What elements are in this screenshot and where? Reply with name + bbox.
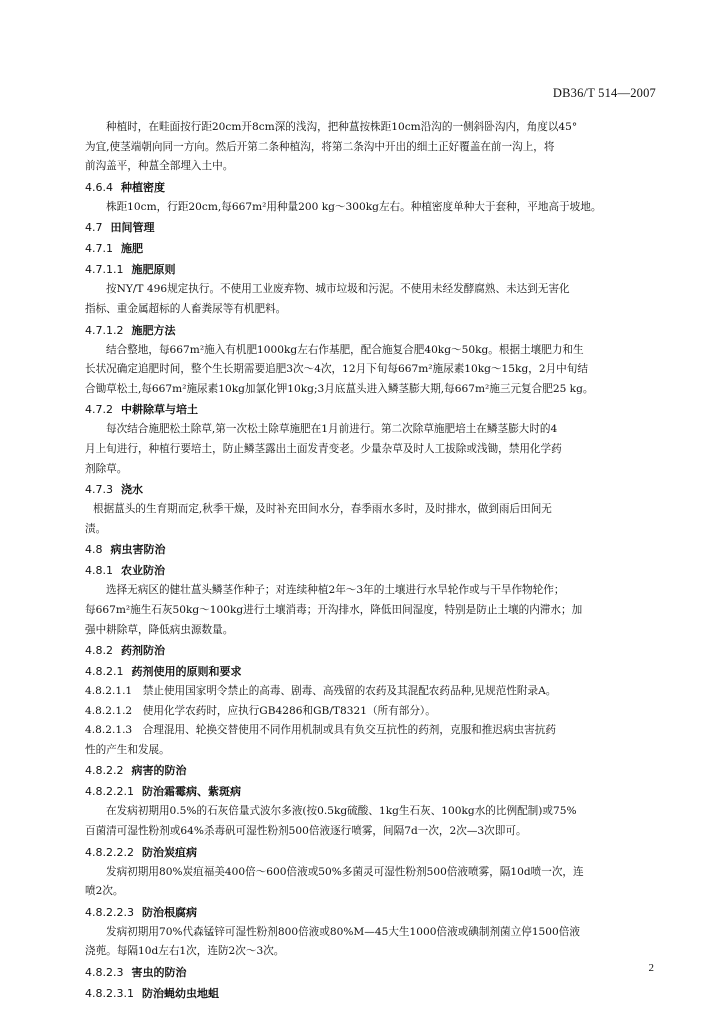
section-heading bbox=[85, 479, 655, 500]
paragraph-line: 株距10cm，行距20cm,每667m²用种量200 kg～300kg左右。种植密度单种大于套种，平地高于坡地。 bbox=[106, 200, 602, 213]
paragraph bbox=[85, 682, 655, 702]
section-number: 4.8.2 bbox=[85, 644, 113, 658]
section-number: 4.8.2.3 bbox=[85, 966, 124, 980]
paragraph bbox=[85, 341, 655, 400]
paragraph-line: 按NY/T 496规定执行。不使用工业废弃物、城市垃圾和污泥。不使用未经发酵腐熟、未达到无害化 bbox=[106, 283, 570, 296]
paragraph bbox=[85, 923, 655, 962]
section-heading bbox=[85, 238, 655, 259]
paragraph-line: 在发病初期用0.5%的石灰倍量式波尔多液(按0.5kg硫酸、1kg生石灰、100kg水的比例配制)或75% bbox=[106, 805, 577, 818]
section-heading bbox=[85, 320, 655, 341]
section-number: 4.8.2.2.2 bbox=[85, 845, 134, 859]
section-title: 病害的防治 bbox=[131, 764, 187, 778]
section-title: 防治根腐病 bbox=[141, 905, 197, 919]
section-number: 4.8.2.2 bbox=[85, 764, 124, 778]
section-heading bbox=[85, 781, 655, 802]
section-heading bbox=[85, 399, 655, 420]
section-title: 防治炭疽病 bbox=[141, 845, 197, 859]
section-number: 4.6.4 bbox=[85, 180, 113, 194]
document-code: DB36/T 514—2007 bbox=[552, 86, 656, 100]
paragraph-line: 长状况确定追肥时间，整个生长期需要追肥3次～4次，12月下旬每667m²施尿素10kg～15kg，2月中旬结 bbox=[85, 363, 588, 376]
section-title: 中耕除草与培土 bbox=[121, 403, 198, 417]
section-title: 防治霜霉病、紫斑病 bbox=[141, 785, 241, 799]
paragraph-line: 4.8.2.1.2 使用化学农药时，应执行GB4286和GB/T8321（所有部分）。 bbox=[85, 704, 436, 717]
paragraph-line: 强中耕除草，降低病虫源数量。 bbox=[85, 623, 234, 636]
paragraph-line: 每次结合施肥松土除草,第一次松土除草施肥在1月前进行。第二次除草施肥培土在鳞茎膨大时的4 bbox=[106, 423, 558, 436]
paragraph-line: 4.8.2.1.1 禁止使用国家明令禁止的高毒、剧毒、高残留的农药及其混配农药品种,见规范性附录A。 bbox=[85, 685, 557, 698]
section-title: 防治蝇幼虫地蛆 bbox=[141, 987, 219, 1001]
section-number: 4.8.2.3.1 bbox=[85, 987, 134, 1001]
paragraph bbox=[85, 280, 655, 319]
section-title: 种植密度 bbox=[121, 180, 165, 194]
paragraph bbox=[85, 802, 655, 841]
paragraph-line: 指标、重金属超标的人畜粪尿等有机肥料。 bbox=[85, 302, 287, 315]
paragraph-line: 剂除草。 bbox=[85, 462, 128, 475]
paragraph bbox=[85, 420, 655, 479]
paragraph-line: 渍。 bbox=[85, 522, 107, 535]
section-number: 4.8.2.1 bbox=[85, 665, 124, 679]
section-number: 4.7 bbox=[85, 221, 103, 235]
paragraph bbox=[85, 721, 655, 760]
paragraph-line: 根据蒀头的生育期而定,秋季干燥，及时补充田间水分，春季雨水多时，及时排水，做到雨后田间无 bbox=[93, 503, 552, 516]
section-heading bbox=[85, 760, 655, 781]
section-heading bbox=[85, 217, 655, 238]
paragraph-line: 结合整地，每667m²施入有机肥1000kg左右作基肥，配合施复合肥40kg～50kg。根据土壤肥力和生 bbox=[106, 343, 584, 356]
paragraph bbox=[85, 702, 655, 722]
section-title: 施肥方法 bbox=[131, 323, 176, 337]
section-number: 4.7.1.2 bbox=[85, 323, 124, 337]
paragraph-line: 发病初期用70%代森锰锌可湿性粉剂800倍液或80%M—45大生1000倍液或碘制剂菌立停1500倍液 bbox=[106, 925, 580, 938]
section-number: 4.8.1 bbox=[85, 564, 113, 578]
section-title: 农业防治 bbox=[121, 564, 165, 578]
section-number: 4.8 bbox=[85, 543, 103, 557]
paragraph-line: 喷2次。 bbox=[85, 885, 124, 898]
paragraph-line: 月上旬进行，种植行要培土，防止鳞茎露出土面发青变老。少量杂草及时人工拔除或浅锄，禁用化学药 bbox=[85, 442, 562, 455]
section-heading bbox=[85, 560, 655, 581]
section-title: 害虫的防治 bbox=[131, 966, 187, 980]
section-number: 4.7.3 bbox=[85, 483, 113, 497]
section-heading bbox=[85, 177, 655, 198]
paragraph-line: 浇蔸。每隔10d左右1次，连防2次～3次。 bbox=[85, 945, 285, 958]
section-heading bbox=[85, 661, 655, 682]
document-body bbox=[85, 118, 655, 1004]
paragraph bbox=[85, 581, 655, 640]
section-title: 病虫害防治 bbox=[110, 543, 166, 557]
paragraph-line: 百菌清可湿性粉剂或64%杀毒矾可湿性粉剂500倍液逐行喷雾，间隔7d一次，2次—3次即可。 bbox=[85, 825, 527, 838]
section-heading bbox=[85, 983, 655, 1004]
section-heading bbox=[85, 539, 655, 560]
section-number: 4.8.2.2.3 bbox=[85, 905, 134, 919]
section-title: 施肥 bbox=[121, 242, 143, 256]
section-heading bbox=[85, 962, 655, 983]
section-heading bbox=[85, 842, 655, 863]
paragraph bbox=[85, 863, 655, 902]
paragraph-line: 前沟盖平，种蒀全部埋入土中。 bbox=[85, 160, 234, 173]
section-number: 4.7.2 bbox=[85, 403, 113, 417]
paragraph-line: 每667m²施生石灰50kg～100kg进行土壤消毒；开沟排水，降低田间湿度，特别是防止土壤的内滞水；加 bbox=[85, 603, 583, 616]
section-heading bbox=[85, 640, 655, 661]
section-heading bbox=[85, 259, 655, 280]
section-number: 4.8.2.2.1 bbox=[85, 785, 134, 799]
section-title: 田间管理 bbox=[110, 221, 155, 235]
paragraph-line: 发病初期用80%炭疽福美400倍～600倍液或50%多菌灵可湿性粉剂500倍液喷雾，隔10d喷一次，连 bbox=[106, 865, 584, 878]
paragraph-line: 4.8.2.1.3 合理混用、轮换交替使用不同作用机制或具有负交互抗性的药剂，克服和推迟病虫害抗药 bbox=[85, 724, 556, 737]
page-number: 2 bbox=[648, 962, 654, 974]
paragraph-line: 为宜,使茎端朝向同一方向。然后开第二条种植沟，将第二条沟中开出的细土正好覆盖在前一沟上，将 bbox=[85, 140, 555, 153]
paragraph-line: 选择无病区的健壮蒀头鳞茎作种子；对连续种植2年～3年的土壤进行水旱轮作或与干旱作物轮作； bbox=[106, 584, 565, 597]
section-number: 4.7.1.1 bbox=[85, 263, 124, 277]
section-title: 浇水 bbox=[121, 483, 143, 497]
paragraph bbox=[85, 500, 655, 539]
section-title: 药剂防治 bbox=[121, 644, 165, 658]
section-title: 施肥原则 bbox=[131, 263, 176, 277]
section-title: 药剂使用的原则和要求 bbox=[131, 665, 242, 679]
paragraph-line: 性的产生和发展。 bbox=[85, 743, 170, 756]
section-heading bbox=[85, 902, 655, 923]
paragraph-line: 合锄草松土,每667m²施尿素10kg加氯化钾10kg;3月底蒀头进入鳞茎膨大期,每667m²施三元复合肥25 kg。 bbox=[85, 382, 594, 395]
paragraph bbox=[85, 118, 655, 177]
paragraph-line: 种植时，在畦面按行距20cm开8cm深的浅沟，把种蒀按株距10cm沿沟的一侧斜卧沟内，角度以45° bbox=[106, 121, 578, 133]
paragraph bbox=[85, 198, 655, 218]
section-number: 4.7.1 bbox=[85, 242, 113, 256]
